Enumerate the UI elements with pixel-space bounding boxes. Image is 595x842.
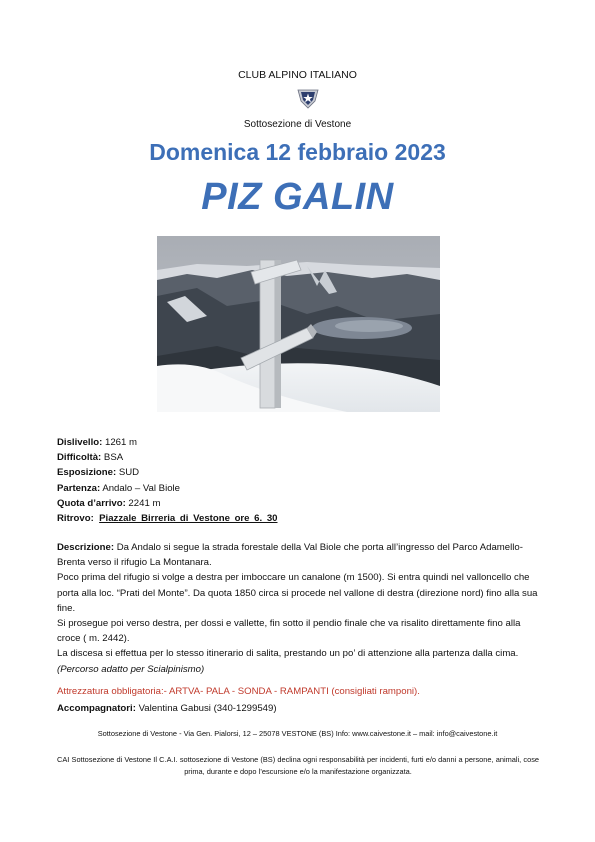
description-note: (Percorso adatto per Scialpinismo) — [57, 663, 205, 675]
required-equipment: Attrezzatura obbligatoria:- ARTVA- PALA - SONDA - RAMPANTI (consigliati ramponi). — [57, 686, 420, 697]
footer-disclaimer: CAI Sottosezione di Vestone Il C.A.I. sottosezione di Vestone (BS) declina ogni responsabilità per incidenti, furti e/o danni a persone, animali, cose prima, durante e dopo l’escursione e/o la manifestazione organizzata. — [57, 755, 539, 776]
footer-contact: Sottosezione di Vestone - Via Gen. Pialorsi, 12 – 25078 VESTONE (BS) Info: www.caivestone.it – mail: info@caivestone.it — [97, 729, 498, 738]
trip-details — [57, 435, 542, 526]
summit-cross-photo — [157, 236, 440, 412]
description-paragraph-3: Si prosegue poi verso destra, per dossi e vallette, fin sotto il pendio finale che va risalito direttamente fino alla croce ( m. 2442). — [57, 618, 521, 645]
trip-guides: Accompagnatori: Valentina Gabusi (340-1299549) — [57, 703, 277, 714]
detail-difficolta: Difficoltà: BSA — [57, 452, 124, 464]
detail-ritrovo: Ritrovo: Piazzale Birreria di Vestone ore 6. 30 — [57, 513, 278, 525]
route-description — [57, 540, 544, 677]
detail-partenza: Partenza: Andalo – Val Biole — [57, 482, 181, 494]
organization-name: CLUB ALPINO ITALIANO — [238, 69, 357, 81]
description-paragraph-1: Descrizione: Da Andalo si segue la strada forestale della Val Biole che porta all’ingresso del Parco Adamello-Brenta verso il rifugio La Montanara. — [57, 542, 523, 569]
cai-emblem-icon — [296, 86, 320, 110]
subsection-name: Sottosezione di Vestone — [243, 119, 352, 130]
description-paragraph-2: Poco prima del rifugio si volge a destra per imboccare un canalone (m 1500). Si entra quindi nel valloncello che porta alla loc. “Prati del Monte”. Da quota 1850 circa si procede nel vallone di destra (direzione nord) fino alla sua fine. — [57, 572, 538, 614]
description-paragraph-4: La discesa si effettua per lo stesso itinerario di salita, prestando un po’ di attenzione alla partenza dalla cima. — [57, 648, 519, 660]
detail-quota-arrivo: Quota d’arrivo: 2241 m — [57, 497, 161, 509]
detail-dislivello: Dislivello: 1261 m — [57, 437, 137, 448]
event-date: Domenica 12 febbraio 2023 — [149, 139, 446, 165]
event-title: PIZ GALIN — [201, 176, 394, 218]
detail-esposizione: Esposizione: SUD — [57, 467, 140, 479]
